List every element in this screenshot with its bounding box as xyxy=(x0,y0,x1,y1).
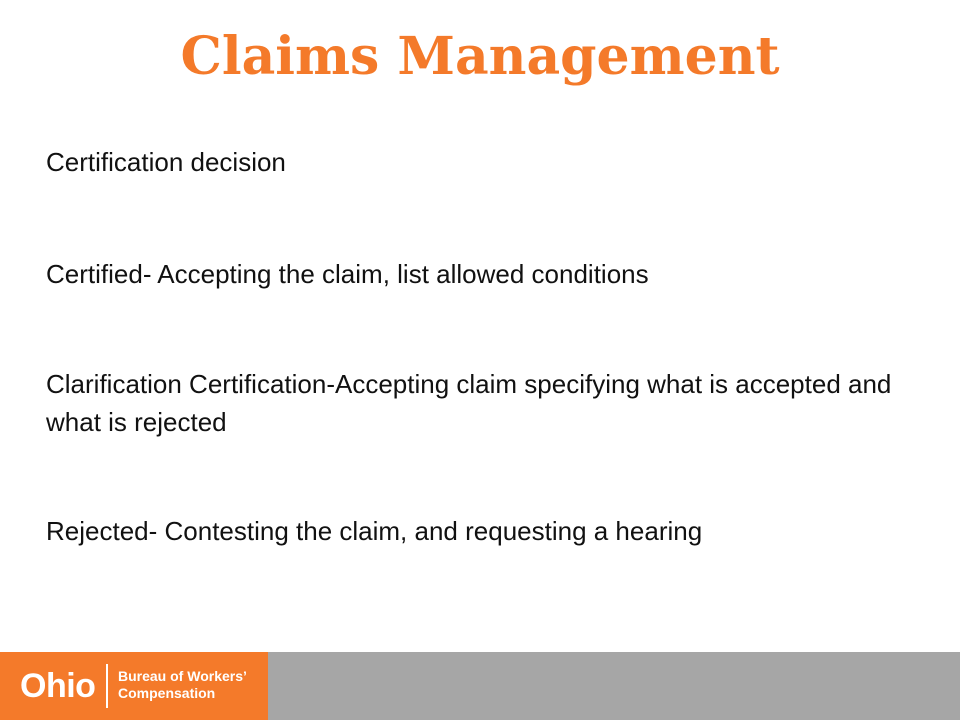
footer-brand-block xyxy=(0,652,268,720)
org-name-line-1: Bureau of Workers’ xyxy=(118,668,247,684)
org-name-line-2: Compensation xyxy=(118,685,216,701)
list-item: Clarification Certification-Accepting claim specifying what is accepted and what is rejected xyxy=(46,369,892,437)
footer-bar xyxy=(0,652,960,720)
list-item: Certified- Accepting the claim, list allowed conditions xyxy=(46,259,649,289)
list-item: Certification decision xyxy=(46,147,286,177)
list-item: Rejected- Contesting the claim, and requesting a hearing xyxy=(46,516,703,546)
ohio-logo: Ohio xyxy=(20,667,96,705)
logo-divider xyxy=(106,664,108,708)
footer-gray-band xyxy=(268,652,960,720)
slide-title: Claims Management xyxy=(180,26,780,87)
org-name xyxy=(118,668,247,702)
